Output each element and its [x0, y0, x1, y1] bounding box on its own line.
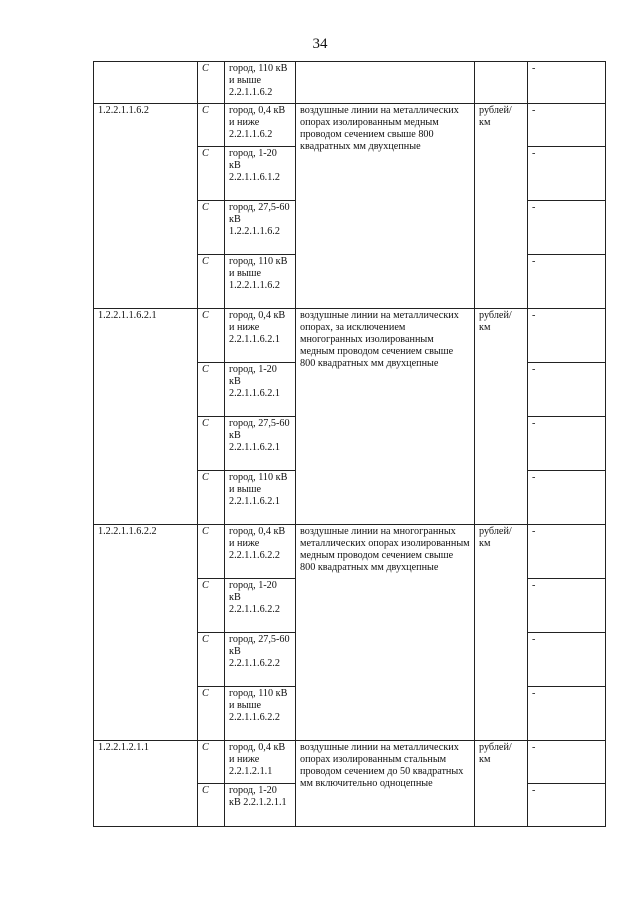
description-cell: воздушные линии на металлических опорах изолированным стальным проводом сечением до 50 квадратных мм включительно одноцепные: [296, 741, 475, 827]
condition-cell: город, 0,4 кВ и ниже 2.2.1.1.6.2.1: [225, 309, 296, 363]
condition-cell: город, 1-20 кВ 2.2.1.1.6.2.1: [225, 363, 296, 417]
unit-cell: рублей/км: [475, 309, 528, 525]
value-cell: -: [528, 363, 606, 417]
unit-cell: рублей/км: [475, 525, 528, 741]
code-cell: 1.2.2.1.1.6.2: [94, 104, 198, 309]
condition-cell: город, 1-20 кВ 2.2.1.1.6.1.2: [225, 147, 296, 201]
letter-cell: C: [198, 579, 225, 633]
table-row: [94, 525, 606, 579]
condition-cell: город, 27,5-60 кВ 1.2.2.1.1.6.2: [225, 201, 296, 255]
value-cell: -: [528, 579, 606, 633]
code-cell: 1.2.2.1.1.6.2.2: [94, 525, 198, 741]
code-cell: 1.2.2.1.2.1.1: [94, 741, 198, 827]
code-cell: [94, 62, 198, 104]
letter-cell: C: [198, 471, 225, 525]
condition-cell: город, 110 кВ и выше 2.2.1.1.6.2.1: [225, 471, 296, 525]
description-cell: воздушные линии на металлических опорах изолированным медным проводом сечением свыше 800 квадратных мм двухцепные: [296, 104, 475, 309]
table-row: [94, 104, 606, 147]
condition-cell: город, 0,4 кВ и ниже 2.2.1.1.6.2.2: [225, 525, 296, 579]
description-cell: воздушные линии на многогранных металлических опорах изолированным медным проводом сечением свыше 800 квадратных мм двухцепные: [296, 525, 475, 741]
letter-cell: C: [198, 687, 225, 741]
condition-cell: город, 110 кВ и выше 2.2.1.1.6.2.2: [225, 687, 296, 741]
condition-cell: город, 0,4 кВ и ниже 2.2.1.2.1.1: [225, 741, 296, 784]
value-cell: -: [528, 104, 606, 147]
letter-cell: C: [198, 633, 225, 687]
condition-cell: город, 27,5-60 кВ 2.2.1.1.6.2.2: [225, 633, 296, 687]
letter-cell: C: [198, 784, 225, 827]
value-cell: -: [528, 784, 606, 827]
condition-cell: город, 0,4 кВ и ниже 2.2.1.1.6.2: [225, 104, 296, 147]
code-cell: 1.2.2.1.1.6.2.1: [94, 309, 198, 525]
value-cell: -: [528, 255, 606, 309]
letter-cell: C: [198, 104, 225, 147]
condition-cell: город, 110 кВ и выше 1.2.2.1.1.6.2: [225, 255, 296, 309]
value-cell: -: [528, 633, 606, 687]
value-cell: -: [528, 417, 606, 471]
letter-cell: C: [198, 201, 225, 255]
letter-cell: C: [198, 417, 225, 471]
tariff-table: [93, 61, 606, 827]
letter-cell: C: [198, 525, 225, 579]
value-cell: -: [528, 147, 606, 201]
unit-cell: рублей/км: [475, 741, 528, 827]
letter-cell: C: [198, 363, 225, 417]
value-cell: -: [528, 687, 606, 741]
value-cell: -: [528, 525, 606, 579]
table-row: [94, 309, 606, 363]
letter-cell: C: [198, 255, 225, 309]
table-row: [94, 741, 606, 784]
value-cell: -: [528, 471, 606, 525]
description-cell: воздушные линии на металлических опорах, за исключением многогранных изолированным медным проводом сечением свыше 800 квадратных мм двухцепные: [296, 309, 475, 525]
value-cell: -: [528, 201, 606, 255]
unit-cell: [475, 62, 528, 104]
unit-cell: рублей/км: [475, 104, 528, 309]
condition-cell: город, 1-20 кВ 2.2.1.2.1.1: [225, 784, 296, 827]
letter-cell: C: [198, 309, 225, 363]
table-row: [94, 62, 606, 104]
value-cell: -: [528, 741, 606, 784]
condition-cell: город, 1-20 кВ 2.2.1.1.6.2.2: [225, 579, 296, 633]
value-cell: -: [528, 309, 606, 363]
letter-cell: C: [198, 147, 225, 201]
letter-cell: C: [198, 741, 225, 784]
value-cell: -: [528, 62, 606, 104]
description-cell: [296, 62, 475, 104]
page-number: 34: [312, 36, 328, 52]
letter-cell: C: [198, 62, 225, 104]
condition-cell: город, 27,5-60 кВ 2.2.1.1.6.2.1: [225, 417, 296, 471]
condition-cell: город, 110 кВ и выше 2.2.1.1.6.2: [225, 62, 296, 104]
